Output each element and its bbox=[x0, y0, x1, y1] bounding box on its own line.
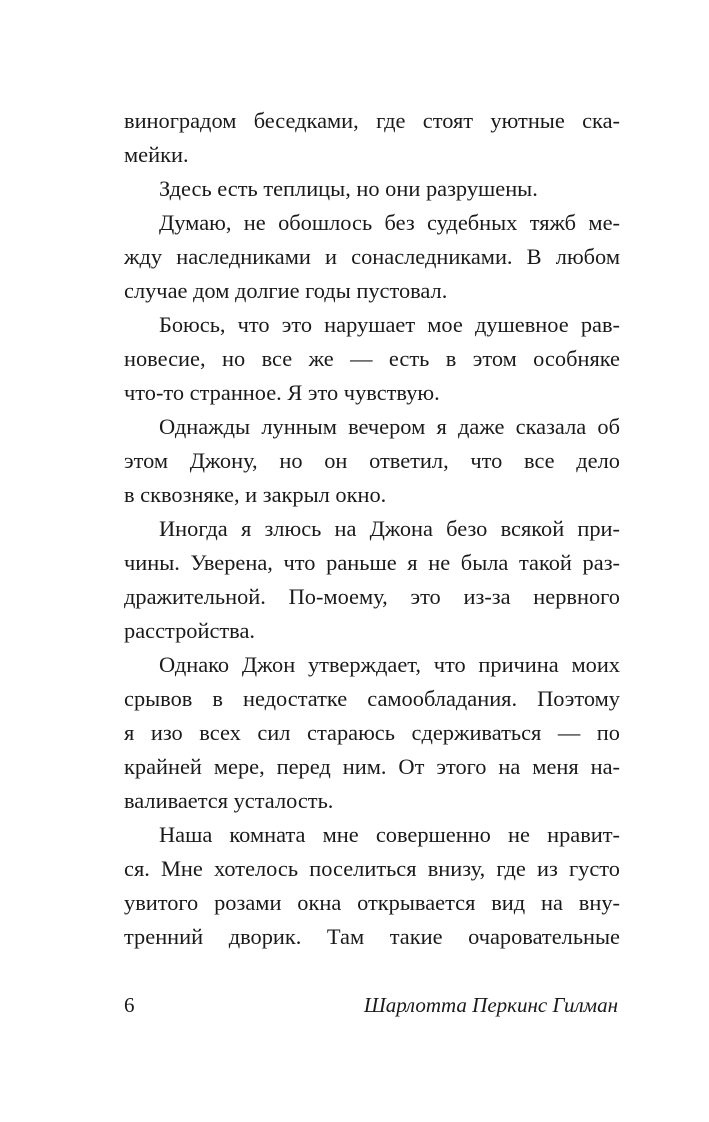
text-line: Однако Джон утверждает, что причина моих bbox=[159, 652, 620, 677]
text-line: что-то странное. Я это чувствую. bbox=[124, 380, 440, 405]
text-line: расстройства. bbox=[124, 618, 255, 643]
text-line: Однажды лунным вечером я даже сказала об bbox=[159, 414, 620, 439]
text-line: Наша комната мне совершенно не нравит- bbox=[159, 822, 620, 847]
text-line: Боюсь, что это нарушает мое душевное рав- bbox=[159, 312, 620, 337]
text-line: мейки. bbox=[124, 142, 189, 167]
text-line: увитого розами окна открывается вид на вну- bbox=[124, 890, 620, 915]
body-text bbox=[124, 104, 620, 954]
text-line: я изо всех сил стараюсь сдерживаться — по bbox=[124, 720, 620, 745]
text-line: крайней мере, перед ним. От этого на меня на- bbox=[124, 754, 620, 779]
text-line: валивается усталость. bbox=[124, 788, 334, 813]
text-line: Иногда я злюсь на Джона безо всякой при- bbox=[159, 516, 620, 541]
text-line: новесие, но все же — есть в этом особняке bbox=[124, 346, 620, 371]
text-line: виноградом беседками, где стоят уютные ска- bbox=[124, 108, 620, 133]
page-footer bbox=[124, 990, 620, 1020]
text-line: жду наследниками и сонаследниками. В любом bbox=[124, 244, 620, 269]
text-line: тренний дворик. Там такие очаровательные bbox=[124, 924, 620, 949]
text-line: Думаю, не обошлось без судебных тяжб ме- bbox=[159, 210, 620, 235]
text-line: ся. Мне хотелось поселиться внизу, где из густо bbox=[124, 856, 620, 881]
text-line: в сквозняке, и закрыл окно. bbox=[124, 482, 387, 507]
running-title: Шарлотта Перкинс Гилман bbox=[363, 993, 618, 1017]
text-line: этом Джону, но он ответил, что все дело bbox=[124, 448, 620, 473]
text-line: Здесь есть теплицы, но они разрушены. bbox=[159, 176, 538, 201]
text-line: срывов в недостатке самообладания. Поэтому bbox=[124, 686, 620, 711]
page-number: 6 bbox=[124, 993, 135, 1017]
text-line: случае дом долгие годы пустовал. bbox=[124, 278, 448, 303]
text-line: дражительной. По-моему, это из-за нервного bbox=[124, 584, 620, 609]
text-line: чины. Уверена, что раньше я не была такой раз- bbox=[124, 550, 620, 575]
